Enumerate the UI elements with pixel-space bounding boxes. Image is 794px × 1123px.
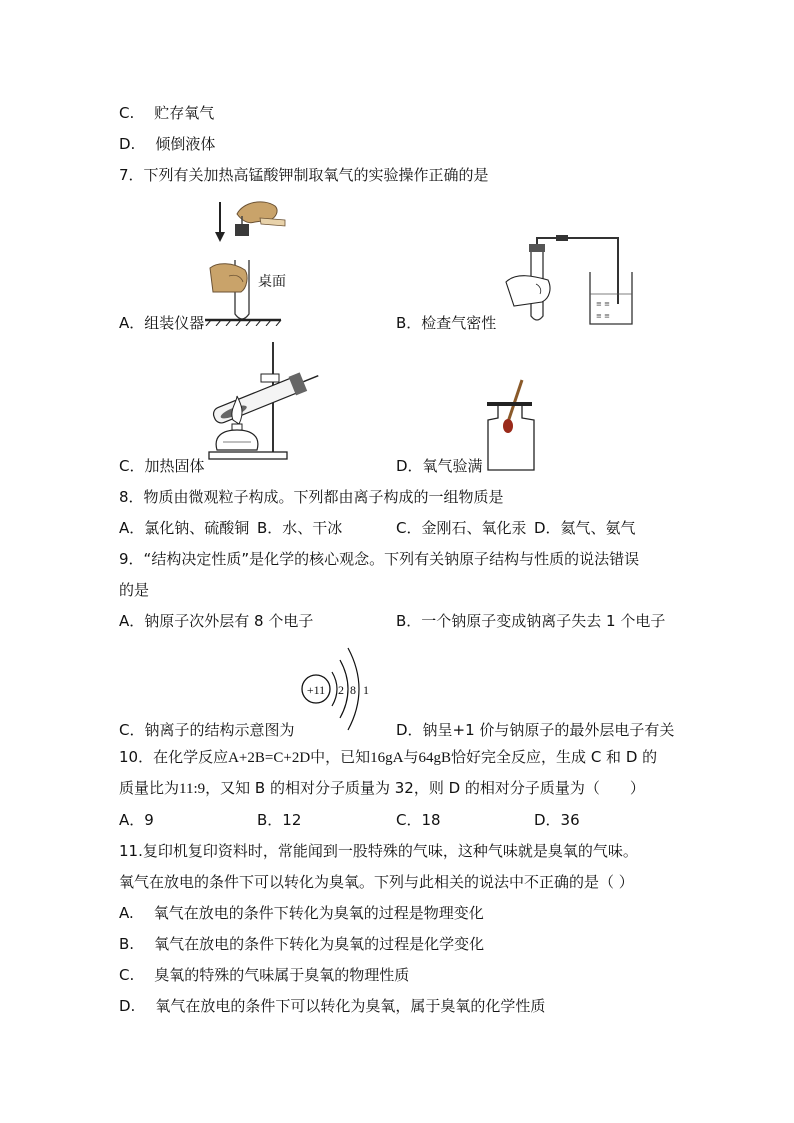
- mass-ratio: 11:9: [179, 781, 206, 797]
- q9-option-c: C．钠离子的结构示意图为: [119, 721, 295, 739]
- desk-label: 桌面: [258, 274, 286, 290]
- figure-assemble-apparatus: [205, 196, 300, 326]
- svg-text:≡ ≡: ≡ ≡: [596, 300, 610, 308]
- q10-stem-line2: 质量比为11:9，又知 B 的相对分子质量为 32，则 D 的相对分子质量为（ ）: [119, 779, 645, 797]
- q10-option-c: C．18: [396, 811, 441, 829]
- sodium-structure-diagram: [298, 642, 380, 738]
- q9-stem-line2: 的是: [119, 581, 150, 599]
- q9-stem-line1: 9．“结构决定性质”是化学的核心观念。下列有关钠原子结构与性质的说法错误: [119, 550, 640, 568]
- mass-a: 16gA: [370, 750, 404, 766]
- q8-option-b: B．水、干冰: [257, 519, 343, 537]
- q7-option-a: A．组装仪器: [119, 314, 205, 332]
- q9-option-b: B．一个钠原子变成钠离子失去 1 个电子: [396, 612, 666, 630]
- q8-option-d: D．氦气、氨气: [534, 519, 636, 537]
- q7-stem: 7．下列有关加热高锰酸钾制取氧气的实验操作正确的是: [119, 166, 489, 184]
- reaction-equation: A+2B=C+2D: [228, 750, 311, 766]
- q7-option-c: C．加热固体: [119, 457, 205, 475]
- q11-stem-line2: 氧气在放电的条件下可以转化为臭氧。下列与此相关的说法中不正确的是（ ）: [119, 873, 634, 891]
- q11-option-d: D. 氧气在放电的条件下可以转化为臭氧，属于臭氧的化学性质: [119, 997, 546, 1015]
- q6-option-d: D. 倾倒液体: [119, 135, 216, 153]
- q11-option-c: C. 臭氧的特殊的气味属于臭氧的物理性质: [119, 966, 410, 984]
- nucleus-charge: +11: [306, 683, 326, 697]
- q7-option-b: B．检查气密性: [396, 314, 497, 332]
- q6-option-c: C. 贮存氧气: [119, 104, 215, 122]
- q9-option-d: D．钠呈+1 价与钠原子的最外层电子有关: [396, 721, 675, 739]
- q7-option-d: D．氧气验满: [396, 457, 483, 475]
- shell-2-electrons: 8: [350, 683, 356, 697]
- q10-option-a: A．9: [119, 811, 154, 829]
- q11-stem-line1: 11.复印机复印资料时，常能闻到一股特殊的气味，这种气味就是臭氧的气味。: [119, 842, 638, 860]
- shell-3-electrons: 1: [363, 683, 369, 697]
- figure-airtightness-check: [496, 232, 636, 328]
- q9-option-a: A．钠原子次外层有 8 个电子: [119, 612, 314, 630]
- q10-option-d: D．36: [534, 811, 580, 829]
- figure-heating-solid: [203, 340, 328, 465]
- figure-oxygen-full-test: [484, 378, 544, 474]
- svg-text:≡ ≡: ≡ ≡: [596, 312, 610, 320]
- q11-option-a: A. 氧气在放电的条件下转化为臭氧的过程是物理变化: [119, 904, 484, 922]
- q8-option-a: A．氯化钠、硫酸铜: [119, 519, 250, 537]
- q8-stem: 8．物质由微观粒子构成。下列都由离子构成的一组物质是: [119, 488, 504, 506]
- q10-option-b: B．12: [257, 811, 302, 829]
- shell-1-electrons: 2: [338, 683, 344, 697]
- q11-option-b: B. 氧气在放电的条件下转化为臭氧的过程是化学变化: [119, 935, 485, 953]
- mass-b: 64gB: [418, 750, 452, 766]
- q10-stem-line1: 10．在化学反应A+2B=C+2D中，已知16gA与64gB恰好完全反应，生成 C 和 D 的: [119, 748, 658, 766]
- q8-option-c: C．金刚石、氧化汞: [396, 519, 527, 537]
